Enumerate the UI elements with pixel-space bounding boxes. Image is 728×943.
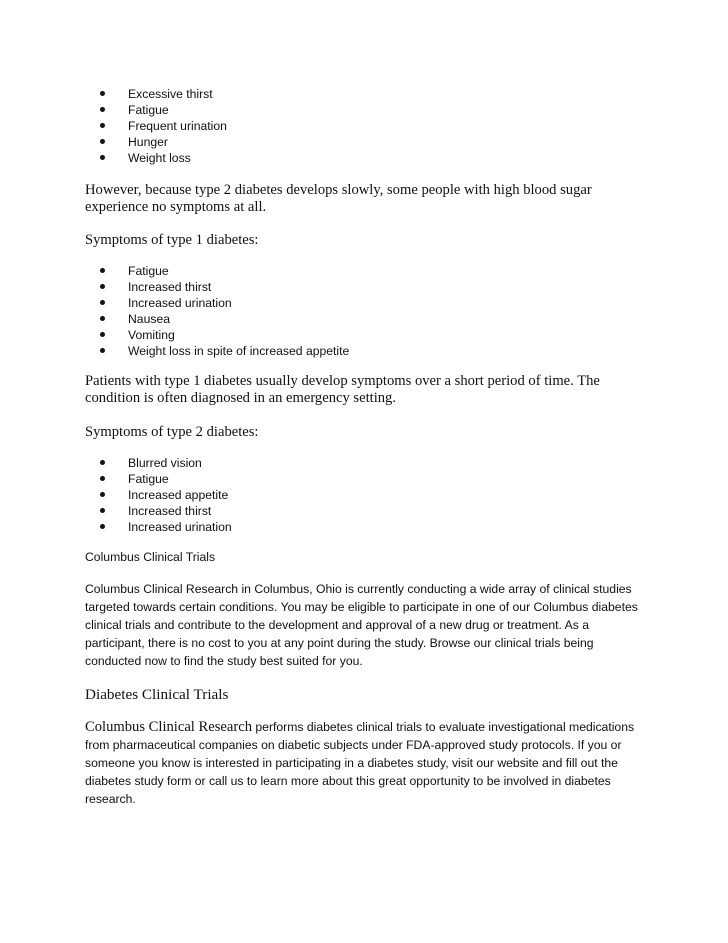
diabetes-trials-heading: Diabetes Clinical Trials: [85, 686, 229, 703]
list-item: [85, 295, 645, 311]
bullet-icon: [100, 91, 105, 96]
symptom-list-general: [85, 86, 645, 166]
diabetes-trials-paragraph: [85, 718, 645, 808]
list-item: [85, 343, 645, 359]
type1-onset-paragraph: Patients with type 1 diabetes usually develop symptoms over a short period of time. The condition is often diagnosed in an emergency setting.: [85, 373, 600, 406]
list-item: [85, 150, 645, 166]
list-item-text: Fatigue: [128, 103, 169, 117]
bullet-icon: [100, 300, 105, 305]
list-item: [85, 102, 645, 118]
list-item-text: Increased urination: [128, 296, 232, 310]
list-item-text: Excessive thirst: [128, 87, 213, 101]
list-item: [85, 327, 645, 343]
bullet-icon: [100, 284, 105, 289]
diabetes-trials-lead: Columbus Clinical Research: [85, 719, 252, 735]
bullet-icon: [100, 348, 105, 353]
symptom-list-type2: [85, 455, 645, 535]
list-item-text: Increased appetite: [128, 488, 229, 502]
type2-slow-paragraph: However, because type 2 diabetes develops slowly, some people with high blood sugar experience no symptoms at all.: [85, 182, 592, 215]
type1-heading: Symptoms of type 1 diabetes:: [85, 232, 259, 248]
list-item-text: Nausea: [128, 312, 171, 326]
list-item-text: Increased urination: [128, 520, 232, 534]
list-item-text: Frequent urination: [128, 119, 227, 133]
list-item: [85, 455, 645, 471]
symptom-list-type1: [85, 263, 645, 359]
diabetes-trials-body: performs diabetes clinical trials to evaluate investigational medications from pharmaceutical companies on diabetic subjects under FDA-approved study protocols. If you or someone you know is interested in participating in a diabetes study, visit our website and fill out the diabetes study form or call us to learn more about this great opportunity to be involved in diabetes research.: [85, 720, 635, 806]
type2-heading: Symptoms of type 2 diabetes:: [85, 424, 259, 440]
bullet-icon: [100, 460, 105, 465]
list-item-text: Hunger: [128, 135, 168, 149]
list-item: [85, 487, 645, 503]
list-item: [85, 118, 645, 134]
document-page: [85, 86, 645, 808]
bullet-icon: [100, 316, 105, 321]
list-item-text: Blurred vision: [128, 456, 202, 470]
list-item: [85, 471, 645, 487]
bullet-icon: [100, 476, 105, 481]
bullet-icon: [100, 492, 105, 497]
list-item-text: Increased thirst: [128, 504, 212, 518]
bullet-icon: [100, 268, 105, 273]
list-item-text: Weight loss: [128, 151, 191, 165]
bullet-icon: [100, 139, 105, 144]
list-item: [85, 263, 645, 279]
list-item: [85, 519, 645, 535]
bullet-icon: [100, 107, 105, 112]
list-item-text: Fatigue: [128, 264, 169, 278]
list-item: [85, 311, 645, 327]
list-item: [85, 279, 645, 295]
list-item-text: Weight loss in spite of increased appetite: [128, 344, 350, 358]
list-item-text: Fatigue: [128, 472, 169, 486]
bullet-icon: [100, 155, 105, 160]
bullet-icon: [100, 524, 105, 529]
list-item-text: Increased thirst: [128, 280, 212, 294]
list-item: [85, 134, 645, 150]
list-item-text: Vomiting: [128, 328, 175, 342]
columbus-paragraph: Columbus Clinical Research in Columbus, Ohio is currently conducting a wide array of clinical studies targeted towards certain conditions. You may be eligible to participate in one of our Columbus diabetes clinical trials and contribute to the development and approval of a new drug or treatment. As a participant, there is no cost to you at any point during the study. Browse our clinical trials being conducted now to find the study best suited for you.: [85, 582, 638, 668]
columbus-title: Columbus Clinical Trials: [85, 550, 216, 564]
bullet-icon: [100, 123, 105, 128]
bullet-icon: [100, 332, 105, 337]
list-item: [85, 503, 645, 519]
bullet-icon: [100, 508, 105, 513]
list-item: [85, 86, 645, 102]
